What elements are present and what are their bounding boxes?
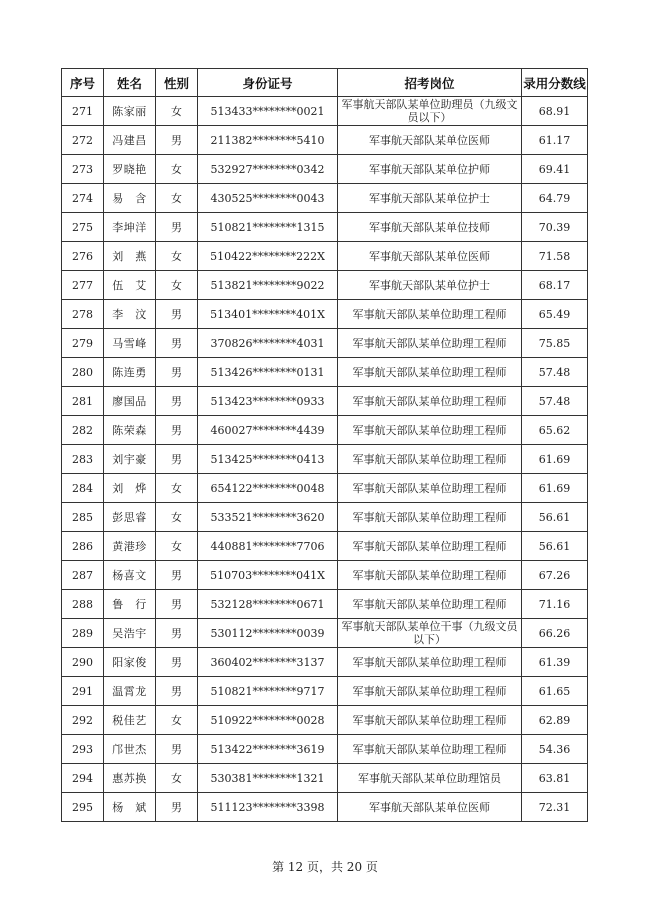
cell-seq: 294 <box>62 764 104 793</box>
cell-position: 军事航天部队某单位助理工程师 <box>338 416 522 445</box>
table-row <box>62 503 588 532</box>
cell-seq: 293 <box>62 735 104 764</box>
cell-name: 惠苏换 <box>104 764 156 793</box>
cell-position: 军事航天部队某单位干事（九级文员以下） <box>338 619 522 648</box>
table-row <box>62 329 588 358</box>
page-footer: 第 12 页，共 20 页 <box>272 860 378 874</box>
cell-position: 军事航天部队某单位医师 <box>338 126 522 155</box>
cell-id-number: 532128********0671 <box>198 590 338 619</box>
cell-id-number: 440881********7706 <box>198 532 338 561</box>
table-row <box>62 242 588 271</box>
table-row <box>62 474 588 503</box>
cell-position: 军事航天部队某单位助理工程师 <box>338 590 522 619</box>
cell-id-number: 533521********3620 <box>198 503 338 532</box>
cell-name: 黄港珍 <box>104 532 156 561</box>
cell-seq: 282 <box>62 416 104 445</box>
table-row <box>62 735 588 764</box>
cell-seq: 272 <box>62 126 104 155</box>
cell-seq: 289 <box>62 619 104 648</box>
cell-position: 军事航天部队某单位助理工程师 <box>338 358 522 387</box>
table-row <box>62 677 588 706</box>
cell-seq: 285 <box>62 503 104 532</box>
cell-id-number: 370826********4031 <box>198 329 338 358</box>
cell-id-number: 532927********0342 <box>198 155 338 184</box>
cell-gender: 女 <box>156 155 198 184</box>
table-row <box>62 445 588 474</box>
cell-name: 温霄龙 <box>104 677 156 706</box>
cell-name: 李坤洋 <box>104 213 156 242</box>
cell-name: 吴浩宇 <box>104 619 156 648</box>
cell-score: 62.89 <box>522 706 588 735</box>
cell-gender: 男 <box>156 445 198 474</box>
cell-name: 冯建昌 <box>104 126 156 155</box>
cell-score: 75.85 <box>522 329 588 358</box>
cell-id-number: 430525********0043 <box>198 184 338 213</box>
cell-name: 陈家丽 <box>104 97 156 126</box>
cell-position: 军事航天部队某单位助理员（九级文员以下） <box>338 97 522 126</box>
cell-score: 54.36 <box>522 735 588 764</box>
table-row <box>62 648 588 677</box>
cell-id-number: 510821********1315 <box>198 213 338 242</box>
cell-score: 70.39 <box>522 213 588 242</box>
cell-id-number: 513433********0021 <box>198 97 338 126</box>
cell-gender: 男 <box>156 590 198 619</box>
cell-seq: 276 <box>62 242 104 271</box>
cell-seq: 295 <box>62 793 104 822</box>
cell-id-number: 360402********3137 <box>198 648 338 677</box>
cell-gender: 女 <box>156 184 198 213</box>
cell-name: 廖国品 <box>104 387 156 416</box>
cell-score: 57.48 <box>522 387 588 416</box>
header-name: 姓名 <box>104 69 156 97</box>
cell-score: 61.69 <box>522 474 588 503</box>
cell-gender: 女 <box>156 242 198 271</box>
cell-id-number: 510703********041X <box>198 561 338 590</box>
cell-score: 56.61 <box>522 503 588 532</box>
cell-score: 65.49 <box>522 300 588 329</box>
cell-score: 66.26 <box>522 619 588 648</box>
cell-gender: 女 <box>156 271 198 300</box>
cell-id-number: 510422********222X <box>198 242 338 271</box>
cell-score: 71.58 <box>522 242 588 271</box>
cell-gender: 男 <box>156 735 198 764</box>
cell-gender: 男 <box>156 677 198 706</box>
cell-score: 57.48 <box>522 358 588 387</box>
cell-name: 彭思睿 <box>104 503 156 532</box>
cell-seq: 278 <box>62 300 104 329</box>
table-row <box>62 126 588 155</box>
cell-position: 军事航天部队某单位护士 <box>338 184 522 213</box>
cell-gender: 女 <box>156 503 198 532</box>
cell-gender: 男 <box>156 300 198 329</box>
table-row <box>62 706 588 735</box>
cell-id-number: 513423********0933 <box>198 387 338 416</box>
cell-seq: 287 <box>62 561 104 590</box>
cell-gender: 男 <box>156 329 198 358</box>
cell-seq: 286 <box>62 532 104 561</box>
cell-seq: 277 <box>62 271 104 300</box>
roster-table <box>61 68 588 822</box>
cell-seq: 280 <box>62 358 104 387</box>
cell-position: 军事航天部队某单位助理工程师 <box>338 648 522 677</box>
cell-name: 刘宇豪 <box>104 445 156 474</box>
cell-position: 军事航天部队某单位护师 <box>338 155 522 184</box>
header-id-number: 身份证号 <box>198 69 338 97</box>
table-row <box>62 184 588 213</box>
cell-id-number: 513401********401X <box>198 300 338 329</box>
cell-score: 63.81 <box>522 764 588 793</box>
cell-name: 易 含 <box>104 184 156 213</box>
cell-id-number: 510922********0028 <box>198 706 338 735</box>
cell-seq: 281 <box>62 387 104 416</box>
cell-name: 伍 艾 <box>104 271 156 300</box>
header-position: 招考岗位 <box>338 69 522 97</box>
cell-name: 刘 烨 <box>104 474 156 503</box>
cell-score: 67.26 <box>522 561 588 590</box>
cell-position: 军事航天部队某单位助理工程师 <box>338 445 522 474</box>
cell-id-number: 654122********0048 <box>198 474 338 503</box>
cell-id-number: 513425********0413 <box>198 445 338 474</box>
cell-name: 邝世杰 <box>104 735 156 764</box>
header-seq: 序号 <box>62 69 104 97</box>
table-row <box>62 416 588 445</box>
cell-seq: 271 <box>62 97 104 126</box>
cell-name: 鲁 行 <box>104 590 156 619</box>
cell-name: 李 汶 <box>104 300 156 329</box>
cell-score: 61.65 <box>522 677 588 706</box>
table-row <box>62 764 588 793</box>
cell-score: 72.31 <box>522 793 588 822</box>
cell-gender: 女 <box>156 532 198 561</box>
table-row <box>62 619 588 648</box>
cell-position: 军事航天部队某单位助理工程师 <box>338 300 522 329</box>
cell-name: 杨喜文 <box>104 561 156 590</box>
table-row <box>62 793 588 822</box>
cell-name: 税佳艺 <box>104 706 156 735</box>
table-row <box>62 213 588 242</box>
table-row <box>62 155 588 184</box>
cell-score: 71.16 <box>522 590 588 619</box>
cell-seq: 274 <box>62 184 104 213</box>
cell-name: 刘 燕 <box>104 242 156 271</box>
cell-gender: 男 <box>156 619 198 648</box>
cell-id-number: 510821********9717 <box>198 677 338 706</box>
cell-id-number: 513422********3619 <box>198 735 338 764</box>
cell-score: 65.62 <box>522 416 588 445</box>
table-row <box>62 561 588 590</box>
cell-position: 军事航天部队某单位助理工程师 <box>338 677 522 706</box>
cell-score: 69.41 <box>522 155 588 184</box>
cell-score: 68.17 <box>522 271 588 300</box>
cell-gender: 女 <box>156 764 198 793</box>
cell-position: 军事航天部队某单位助理工程师 <box>338 329 522 358</box>
table-row <box>62 97 588 126</box>
cell-id-number: 513426********0131 <box>198 358 338 387</box>
cell-name: 陈连勇 <box>104 358 156 387</box>
table-row <box>62 532 588 561</box>
cell-gender: 男 <box>156 387 198 416</box>
cell-name: 阳家俊 <box>104 648 156 677</box>
table-row <box>62 358 588 387</box>
cell-name: 杨 斌 <box>104 793 156 822</box>
cell-seq: 283 <box>62 445 104 474</box>
cell-seq: 279 <box>62 329 104 358</box>
cell-position: 军事航天部队某单位医师 <box>338 793 522 822</box>
cell-position: 军事航天部队某单位技师 <box>338 213 522 242</box>
cell-seq: 288 <box>62 590 104 619</box>
cell-gender: 男 <box>156 648 198 677</box>
cell-id-number: 513821********9022 <box>198 271 338 300</box>
cell-seq: 292 <box>62 706 104 735</box>
cell-score: 61.39 <box>522 648 588 677</box>
cell-name: 陈荣森 <box>104 416 156 445</box>
cell-position: 军事航天部队某单位助理工程师 <box>338 561 522 590</box>
cell-name: 马雪峰 <box>104 329 156 358</box>
cell-position: 军事航天部队某单位助理工程师 <box>338 706 522 735</box>
cell-position: 军事航天部队某单位护士 <box>338 271 522 300</box>
cell-id-number: 530381********1321 <box>198 764 338 793</box>
cell-id-number: 460027********4439 <box>198 416 338 445</box>
cell-position: 军事航天部队某单位助理工程师 <box>338 532 522 561</box>
cell-gender: 男 <box>156 213 198 242</box>
cell-score: 61.17 <box>522 126 588 155</box>
header-score: 录用分数线 <box>522 69 588 97</box>
cell-seq: 275 <box>62 213 104 242</box>
cell-position: 军事航天部队某单位助理馆员 <box>338 764 522 793</box>
cell-gender: 女 <box>156 706 198 735</box>
cell-gender: 男 <box>156 126 198 155</box>
cell-id-number: 211382********5410 <box>198 126 338 155</box>
cell-position: 军事航天部队某单位助理工程师 <box>338 474 522 503</box>
table-row <box>62 590 588 619</box>
cell-position: 军事航天部队某单位助理工程师 <box>338 503 522 532</box>
table-row <box>62 271 588 300</box>
header-gender: 性别 <box>156 69 198 97</box>
cell-position: 军事航天部队某单位助理工程师 <box>338 387 522 416</box>
cell-name: 罗晓艳 <box>104 155 156 184</box>
cell-gender: 男 <box>156 561 198 590</box>
cell-seq: 290 <box>62 648 104 677</box>
cell-position: 军事航天部队某单位助理工程师 <box>338 735 522 764</box>
cell-position: 军事航天部队某单位医师 <box>338 242 522 271</box>
table-body <box>62 97 588 822</box>
cell-id-number: 530112********0039 <box>198 619 338 648</box>
table-header-row <box>62 69 588 97</box>
table-row <box>62 387 588 416</box>
cell-gender: 女 <box>156 97 198 126</box>
cell-gender: 男 <box>156 793 198 822</box>
table-row <box>62 300 588 329</box>
cell-seq: 291 <box>62 677 104 706</box>
cell-score: 64.79 <box>522 184 588 213</box>
cell-gender: 男 <box>156 416 198 445</box>
cell-score: 56.61 <box>522 532 588 561</box>
cell-seq: 284 <box>62 474 104 503</box>
cell-seq: 273 <box>62 155 104 184</box>
cell-score: 68.91 <box>522 97 588 126</box>
cell-id-number: 511123********3398 <box>198 793 338 822</box>
cell-gender: 女 <box>156 474 198 503</box>
cell-gender: 男 <box>156 358 198 387</box>
cell-score: 61.69 <box>522 445 588 474</box>
